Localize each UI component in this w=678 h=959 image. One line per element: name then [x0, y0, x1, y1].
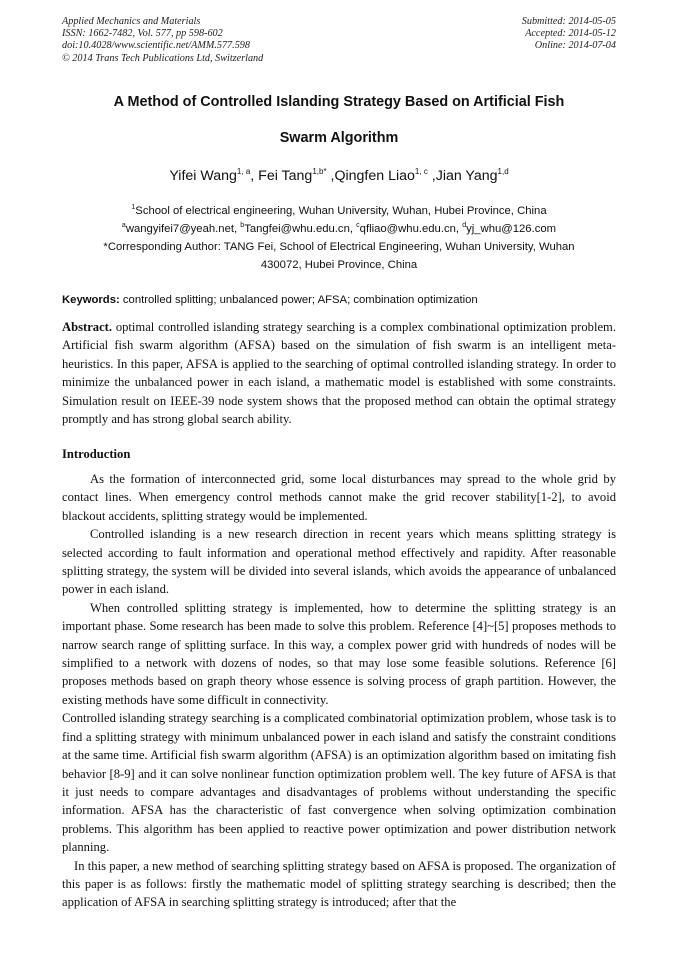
paper-title [62, 84, 616, 156]
email-mark: d [462, 222, 467, 229]
corresponding-author-line-2: 430072, Hubei Province, China [260, 259, 418, 271]
accepted-date: Accepted: 2014-05-12 [525, 28, 616, 40]
author-list [62, 166, 616, 186]
section-heading-introduction: Introduction [62, 447, 131, 461]
corresponding-author-line-1: *Corresponding Author: TANG Fei, School of Electrical Engineering, Wuhan University, Wuhan [103, 241, 575, 253]
author-email: yj_whu@126.com [466, 223, 557, 235]
author-separator: , [326, 168, 335, 184]
affiliation-line [62, 202, 616, 220]
paragraph: Controlled islanding strategy searching is a complicated combinatorial optimization problem, whose task is to find a splitting strategy with minimum unbalanced power in each island and satisfy the constraint conditions at the same time. Artificial fish swarm algorithm (AFSA) is an optimization algorithm based on imitating fish behavior [8-9] and it can solve nonlinear function optimization problem well. The key future of AFSA is that it just needs to compare advantages and disadvantages of problems without understanding the specific information. AFSA has the characteristic of fast convergence when solving optimization combination problems. This algorithm has been applied to reactive power optimization and power distribution network planning. [62, 711, 617, 855]
author-separator: , [250, 168, 259, 184]
author-separator: , [427, 168, 436, 184]
paragraph: In this paper, a new method of searching splitting strategy based on AFSA is proposed. The organization of this paper is as follows: firstly the mathematic model of splitting strategy searching is described; then the application of AFSA in searching splitting strategy is introduced; after that the [62, 858, 616, 910]
submitted-date: Submitted: 2014-05-05 [521, 16, 616, 27]
email-mark: c [356, 222, 360, 229]
paragraph: When controlled splitting strategy is implemented, how to determine the splitting strategy is an important phase. Some research has been made to solve this problem. Reference [4]~[5] proposes methods to narrow search range of splitting surface. In this way, a complex power grid with hundreds of nodes will be simplified to a network with dozens of nodes, so that may lose some feasible solutions. Reference [6] proposes methods based on graph theory whose essence is solving process of graph partition. However, the existing methods have some difficult in connectivity. [62, 600, 616, 707]
keywords [62, 292, 616, 309]
journal-info [62, 16, 263, 65]
author-name: Qingfen Liao [334, 168, 415, 184]
journal-copyright: © 2014 Trans Tech Publications Ltd, Switzerland [62, 52, 264, 64]
author-affiliation-mark: 1,d [497, 167, 509, 176]
journal-doi: doi:10.4028/www.scientific.net/AMM.577.598 [62, 40, 250, 52]
paragraph: As the formation of interconnected grid, some local disturbances may spread to the whole grid by contact lines. When emergency control methods cannot make the grid recover stability[1-2], to avoid blackout accidents, splitting strategy would be implemented. [62, 472, 616, 523]
abstract-label: Abstract. [62, 320, 113, 334]
journal-issn: ISSN: 1662-7482, Vol. 577, pp 598-602 [62, 28, 223, 40]
author-affiliation-mark: 1, c [414, 167, 428, 176]
abstract [62, 318, 616, 428]
affiliations [62, 202, 616, 274]
email-mark: a [121, 222, 126, 229]
affiliation-mark: 1 [131, 204, 136, 211]
author-email: Tangfei@whu.edu.cn, [244, 223, 357, 235]
keywords-text: controlled splitting; unbalanced power; AFSA; combination optimization [119, 294, 478, 306]
title-line-2: Swarm Algorithm [279, 130, 399, 146]
author-affiliation-mark: 1,b* [312, 167, 327, 176]
paragraph: Controlled islanding is a new research direction in recent years which means splitting strategy is selected according to fault information and operational method effectively and rapidity. After reasonable splitting strategy, the system will be divided into several islands, which avoids the appearance of unbalanced power in each island. [62, 527, 616, 597]
affiliation-text: School of electrical engineering, Wuhan University, Wuhan, Hubei Province, China [135, 205, 547, 217]
author-name: Jian Yang [435, 168, 498, 184]
author-emails [62, 220, 616, 238]
keywords-label: Keywords: [62, 294, 120, 306]
submission-dates [522, 16, 616, 53]
introduction-body [62, 470, 616, 912]
journal-name: Applied Mechanics and Materials [62, 16, 201, 27]
author-affiliation-mark: 1, a [236, 167, 251, 176]
online-date: Online: 2014-07-04 [534, 40, 616, 52]
email-mark: b [240, 222, 245, 229]
title-line-1: A Method of Controlled Islanding Strategy Based on Artificial Fish [113, 94, 565, 110]
abstract-text: optimal controlled islanding strategy searching is a complex combinational optimization problem. Artificial fish swarm algorithm (AFSA) based on the simulation of fish swarm is an intelligent meta-heuristics. In this paper, AFSA is applied to the searching of optimal controlled islanding strategy. In order to minimize the unbalanced power in each island, a mathematic model is established with some constraints. Simulation result on IEEE-39 node system shows that the proposed method can obtain the optimal strategy promptly and has strong global search ability. [62, 320, 616, 427]
author-email: qfliao@whu.edu.cn, [359, 223, 463, 235]
author-email: wangyifei7@yeah.net, [125, 223, 241, 235]
author-name: Yifei Wang [169, 168, 237, 184]
author-name: Fei Tang [258, 168, 313, 184]
